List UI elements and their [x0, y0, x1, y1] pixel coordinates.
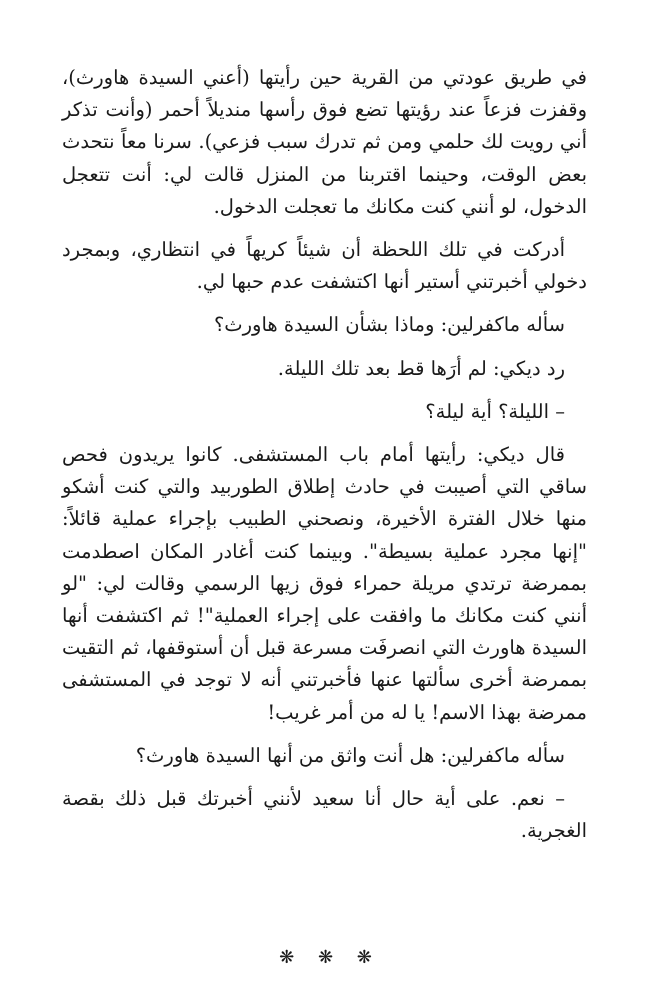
- paragraph-5: – الليلة؟ أية ليلة؟: [425, 399, 565, 423]
- paragraph-6: قال ديكي: رأيتها أمام باب المستشفى. كانوا يريدون فحص ساقي التي أصيبت في حادث إطلاق الطوربيد والتي كنت أشكو منها خلال الفترة الأخيرة، ونصحني الطبيب بإجراء عملية قائلاً: "إنها مجرد عملية بسيطة". وبينما كنت أغادر المكان اصطدمت بممرضة ترتدي مريلة حمراء فوق زيها الرسمي وقالت لي: "لو أنني كنت مكانك ما وافقت على إجراء العملية"! ثم اكتشفت أنها السيدة هاورث التي انصرفَت مسرعة قبل أن أستوقفها، ثم التقيت بممرضة أخرى سألتها عنها فأخبرتني أنه لا توجد في المستشفى ممرضة بهذا الاسم! يا له من أمر غريب!: [62, 443, 587, 724]
- paragraph-8: – نعم. على أية حال أنا سعيد لأنني أخبرتك قبل ذلك بقصة الغجرية.: [62, 787, 587, 843]
- section-divider: [0, 947, 651, 968]
- paragraph-1: في طريق عودتي من القرية حين رأيتها (أعني السيدة هاورث)، وقفزت فزعاً عند رؤيتها تضع فوق رأسها منديلاً أحمر (وأنت تذكر أني رويت لك حلمي ومن ثم تدرك سبب فزعي). سرنا معاً نتحدث بعض الوقت، وحينما اقتربنا من المنزل قالت لي: أنت تتعجل الدخول، لو أنني كنت مكانك ما تعجلت الدخول.: [62, 66, 587, 218]
- page-body: [62, 62, 587, 858]
- divider-ornament: ❋: [279, 947, 295, 968]
- paragraph-3: سأله ماكفرلين: وماذا بشأن السيدة هاورث؟: [213, 313, 565, 337]
- paragraph-2: أدركت في تلك اللحظة أن شيئاً كريهاً في انتظاري، وبمجرد دخولي أخبرتني أستير أنها اكتشفت عدم حبها لي.: [62, 238, 587, 294]
- divider-ornament: ❋: [356, 947, 372, 968]
- paragraph-7: سأله ماكفرلين: هل أنت واثق من أنها السيدة هاورث؟: [135, 743, 565, 767]
- divider-ornament: ❋: [317, 947, 334, 968]
- paragraph-4: رد ديكي: لم أرَها قط بعد تلك الليلة.: [277, 356, 565, 380]
